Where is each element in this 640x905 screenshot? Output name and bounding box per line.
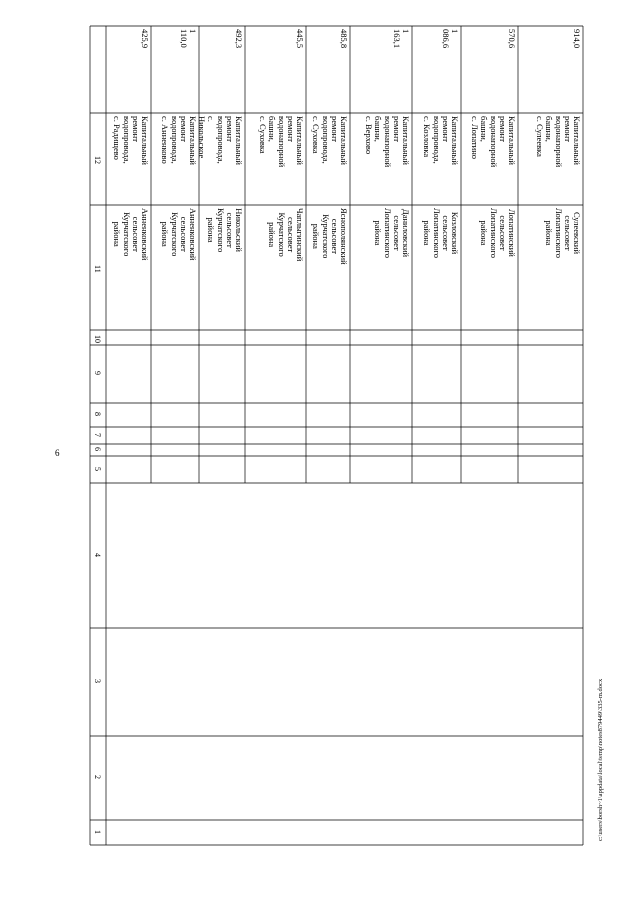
header-number-text: 3 (93, 679, 102, 683)
work-cell-text: Капитальный ремонт водонапорной башни, с. Верхово (364, 116, 411, 168)
header-number-text: 1 (93, 829, 102, 834)
header-number-text: 7 (93, 432, 102, 437)
header-number-text: 2 (93, 775, 102, 779)
header-number-text: 10 (93, 334, 102, 343)
page-number: 6 (55, 448, 60, 458)
amount-cell-text: 1 086,6 (440, 29, 460, 49)
council-cell-text: Анненковский сельсовет Курчатского района (112, 208, 150, 261)
work-cell-text: Капитальный ремонт водопровода, с. Анненково (160, 116, 198, 165)
work-cell-text: Капитальный ремонт водонапорной башни, с. Лопатино (470, 116, 517, 168)
amount-cell-text: 1 163,1 (391, 29, 411, 49)
work-cell-text: Капитальный ремонт водонапорной башни, с. Суховка (258, 116, 305, 168)
header-number-text: 12 (93, 156, 102, 164)
header-number-text: 5 (93, 466, 102, 471)
amount-cell-text: 492,3 (234, 29, 244, 49)
work-cell-text: Капитальный ремонт водопровода, с. Никольское (197, 116, 244, 165)
header-number-text: 6 (93, 447, 102, 451)
work-cell-text: Капитальный ремонт водопровода, с. Козловка (422, 116, 460, 165)
header-number-text: 4 (93, 552, 102, 557)
council-cell-text: Лопатинский сельсовет Лопатинского района (479, 208, 517, 258)
work-cell-text: Капитальный ремонт водонапорной башни, с. Сулеевка (535, 116, 582, 168)
council-cell-text: Никольский сельсовет Курчатского района (206, 208, 244, 253)
council-cell-text: Сулеевский сельсовет Лопатинского района (544, 208, 582, 258)
amount-cell-text: 914,0 (572, 29, 582, 49)
amount-cell-text: 570,6 (507, 29, 517, 49)
file-path-text: c:\users\borsh~1\appdata\local\temp\notes879449\335-m.docx (597, 678, 604, 841)
council-cell-text: Даниловский сельсовет Лопатинского района (373, 208, 411, 258)
header-number-text: 11 (93, 264, 102, 273)
amount-cell-text: 445,5 (295, 29, 305, 49)
amount-cell-text: 485,8 (339, 29, 349, 49)
header-number-text: 9 (93, 371, 102, 375)
council-cell-text: Козловский сельсовет Лопатинского района (422, 208, 460, 258)
header-number-text: 8 (93, 412, 102, 416)
amount-cell-text: 1 110,0 (178, 29, 198, 48)
work-cell-text: Капитальный ремонт водопровода, с. Суховка (311, 116, 349, 165)
work-cell-text: Капитальный ремонт водопровода, с. Радищево (112, 116, 150, 165)
council-cell-text: Чаплыгинский сельсовет Курчатского района (267, 208, 305, 262)
amount-cell-text: 425,9 (140, 29, 150, 49)
council-cell-text: Яснополянский сельсовет Курчатского района (311, 208, 349, 265)
council-cell-text: Анненковский сельсовет Курчатского района (160, 208, 198, 261)
